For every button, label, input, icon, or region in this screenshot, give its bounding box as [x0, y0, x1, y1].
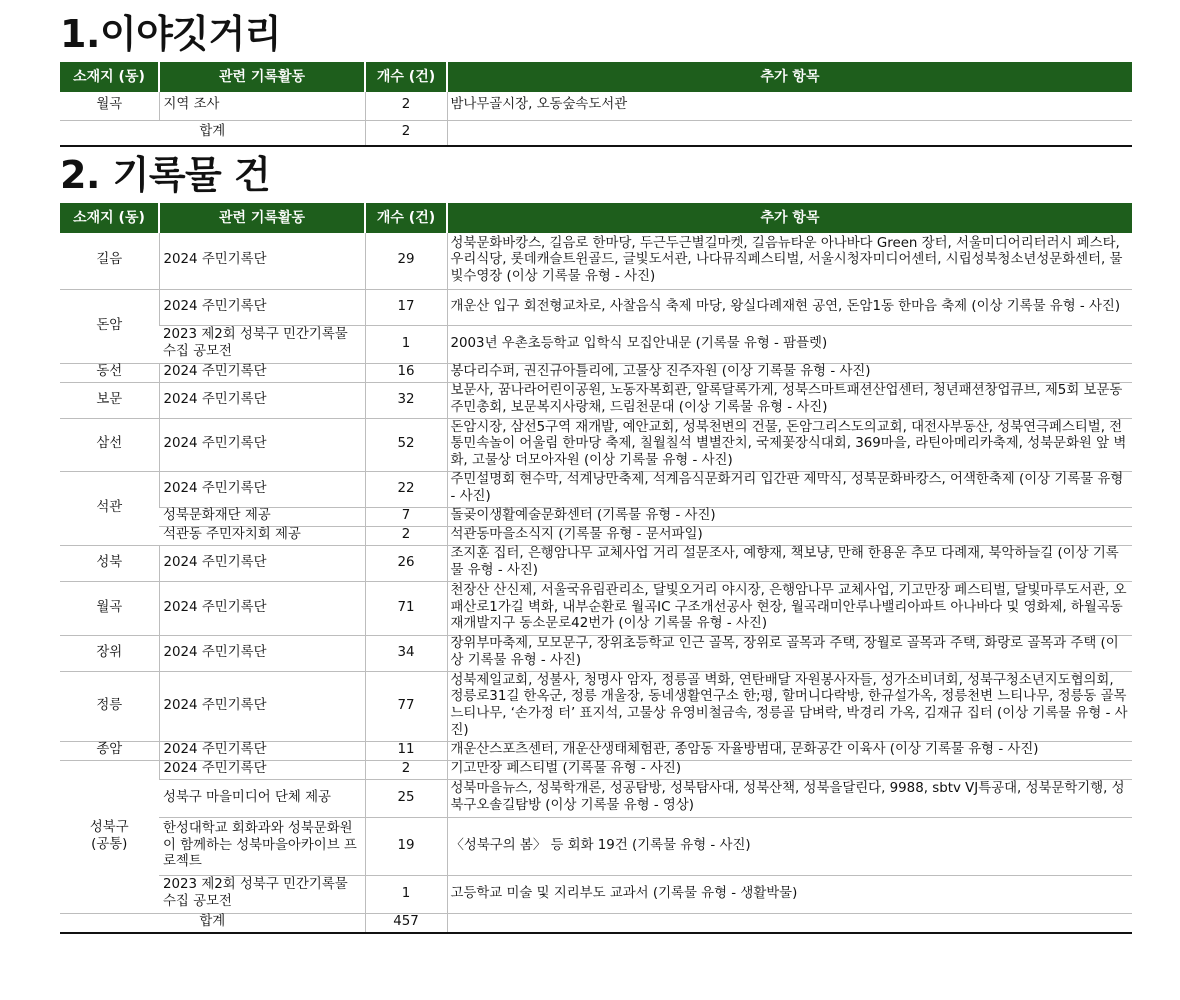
table-row — [60, 581, 1132, 635]
location-cell: 월곡 — [60, 92, 159, 120]
count-cell: 2 — [365, 92, 447, 120]
count-cell: 34 — [365, 635, 447, 671]
count-cell: 52 — [365, 418, 447, 471]
activity-cell: 2023 제2회 성북구 민간기록물 수집 공모전 — [159, 325, 365, 363]
items-cell: 개운산 입구 회전형교차로, 사찰음식 축제 마당, 왕실다례재현 공연, 돈암1동 한마음 축제 (이상 기록물 유형 - 사진) — [447, 289, 1132, 325]
total-label: 합계 — [60, 120, 365, 146]
table-row — [60, 760, 1132, 779]
activity-cell: 지역 조사 — [159, 92, 365, 120]
activity-cell: 2024 주민기록단 — [159, 418, 365, 471]
activity-cell: 2024 주민기록단 — [159, 581, 365, 635]
count-cell: 19 — [365, 817, 447, 875]
count-cell: 1 — [365, 875, 447, 913]
activity-cell: 석관동 주민자치회 제공 — [159, 526, 365, 545]
table-row — [60, 545, 1132, 581]
table-row — [60, 233, 1132, 289]
location-cell: 월곡 — [60, 581, 159, 635]
table-header-row — [60, 203, 1132, 233]
total-row — [60, 120, 1132, 146]
activity-cell: 2024 주민기록단 — [159, 741, 365, 760]
items-cell: 돈암시장, 삼선5구역 재개발, 예안교회, 성북천변의 건물, 돈암그리스도의교회, 대전사부동산, 성북연극페스티벌, 전통민속놀이 어울림 한마당 축제, 칠월칠석 별별잔치, 국제꽃장식대회, 369마을, 라틴아메리카축제, 성북문화원 앞 벽화, 고물상 더모아자원 (이상 기록물 유형 - 사진) — [447, 418, 1132, 471]
items-cell: 성북문화바캉스, 길음로 한마당, 두근두근별길마켓, 길음뉴타운 아나바다 Green 장터, 서울미디어리터러시 페스타, 우리식당, 롯데캐슬트윈골드, 글빛도서관, 나다뮤직페스티벌, 서울시청자미디어센터, 시립성북청소년성문화센터, 물빛수영장 (이상 기록물 유형 - 사진) — [447, 233, 1132, 289]
location-cell: 석관 — [60, 471, 159, 545]
activity-cell: 2024 주민기록단 — [159, 471, 365, 507]
location-cell: 정릉 — [60, 671, 159, 741]
location-cell: 보문 — [60, 382, 159, 418]
items-cell: 돌곶이생활예술문화센터 (기록물 유형 - 사진) — [447, 507, 1132, 526]
count-cell: 32 — [365, 382, 447, 418]
location-cell: 장위 — [60, 635, 159, 671]
table-row — [60, 875, 1132, 913]
activity-cell: 2024 주민기록단 — [159, 363, 365, 382]
items-cell: 봉다리수퍼, 권진규아틀리에, 고물상 진주자원 (이상 기록물 유형 - 사진) — [447, 363, 1132, 382]
total-count: 2 — [365, 120, 447, 146]
section-1-title: 1.이야깃거리 — [60, 12, 281, 56]
count-cell: 16 — [365, 363, 447, 382]
count-cell: 22 — [365, 471, 447, 507]
items-cell: 보문사, 꿈나라어린이공원, 노동자복회관, 알록달록가게, 성북스마트패션산업센터, 청년패션창업큐브, 제5회 보문동 주민총회, 보문복지사랑채, 드림천문대 (이상 기록물 유형 - 사진) — [447, 382, 1132, 418]
activity-cell: 2024 주민기록단 — [159, 233, 365, 289]
document-page — [60, 10, 1132, 934]
total-row — [60, 913, 1132, 933]
table-row — [60, 92, 1132, 120]
table-row — [60, 526, 1132, 545]
count-cell: 11 — [365, 741, 447, 760]
table-row — [60, 779, 1132, 817]
count-cell: 1 — [365, 325, 447, 363]
count-cell: 77 — [365, 671, 447, 741]
items-cell: 장위부마축제, 모모문구, 장위초등학교 인근 골목, 장위로 골목과 주택, 장월로 골목과 주택, 화랑로 골목과 주택 (이상 기록물 유형 - 사진) — [447, 635, 1132, 671]
count-cell: 2 — [365, 526, 447, 545]
count-cell: 26 — [365, 545, 447, 581]
header-items: 추가 항목 — [447, 203, 1132, 233]
items-cell: 성북제일교회, 성불사, 청명사 암자, 정릉골 벽화, 연탄배달 자원봉사자들, 성가소비녀회, 성북구청소년지도협의회, 정릉로31길 한옥군, 정릉 개울장, 동네생활연구소 한;평, 할머니다락방, 한규설가옥, 정릉천변 느티나무, 정릉동 골목 느티나무, ‘손가정 터’ 표지석, 고물상 유영비철금속, 정릉골 담벼락, 박경리 가옥, 김재규 집터 (이상 기록물 유형 - 사진) — [447, 671, 1132, 741]
header-activity: 관련 기록활동 — [159, 62, 365, 92]
items-cell: 기고만장 페스티벌 (기록물 유형 - 사진) — [447, 760, 1132, 779]
table-row — [60, 363, 1132, 382]
items-cell: 개운산스포츠센터, 개운산생태체험관, 종암동 자율방범대, 문화공간 이육사 (이상 기록물 유형 - 사진) — [447, 741, 1132, 760]
location-cell: 동선 — [60, 363, 159, 382]
location-cell: 성북구 (공통) — [60, 760, 159, 913]
total-empty-cell — [447, 120, 1132, 146]
section-2-title: 2. 기록물 건 — [60, 153, 271, 197]
table-row — [60, 741, 1132, 760]
items-cell: 2003년 우촌초등학교 입학식 모집안내문 (기록물 유형 - 팜플렛) — [447, 325, 1132, 363]
header-count: 개수 (건) — [365, 62, 447, 92]
total-count: 457 — [365, 913, 447, 933]
location-cell: 삼선 — [60, 418, 159, 471]
location-cell: 성북 — [60, 545, 159, 581]
records-table — [60, 203, 1132, 934]
table-row — [60, 471, 1132, 507]
count-cell: 71 — [365, 581, 447, 635]
items-cell: 천장산 산신제, 서울국유림관리소, 달빛오거리 야시장, 은행암나무 교체사업, 기고만장 페스티벌, 달빛마루도서관, 오패산로1가길 벽화, 내부순환로 월곡IC 구조개선공사 현장, 월곡래미안루나밸리아파트 아나바다 및 영화제, 하월곡동 재개발지구 동소문로42번가 (이상 기록물 유형 - 사진) — [447, 581, 1132, 635]
table-row — [60, 671, 1132, 741]
table-row — [60, 817, 1132, 875]
storytelling-table — [60, 62, 1132, 147]
header-count: 개수 (건) — [365, 203, 447, 233]
items-cell: 조지훈 집터, 은행암나무 교체사업 거리 설문조사, 예향재, 책보냥, 만해 한용운 추모 다례재, 북악하늘길 (이상 기록물 유형 - 사진) — [447, 545, 1132, 581]
activity-cell: 2024 주민기록단 — [159, 545, 365, 581]
activity-cell: 2024 주민기록단 — [159, 635, 365, 671]
activity-cell: 2024 주민기록단 — [159, 382, 365, 418]
total-label: 합계 — [60, 913, 365, 933]
table-row — [60, 325, 1132, 363]
table-header-row — [60, 62, 1132, 92]
items-cell: 성북마을뉴스, 성북학개론, 성공탐방, 성북탐사대, 성북산책, 성북을달린다, 9988, sbtv VJ특공대, 성북문학기행, 성북구오솔길탐방 (이상 기록물 유형 - 영상) — [447, 779, 1132, 817]
count-cell: 29 — [365, 233, 447, 289]
total-empty-cell — [447, 913, 1132, 933]
count-cell: 7 — [365, 507, 447, 526]
items-cell: 석관동마을소식지 (기록물 유형 - 문서파일) — [447, 526, 1132, 545]
count-cell: 25 — [365, 779, 447, 817]
count-cell: 17 — [365, 289, 447, 325]
activity-cell: 2024 주민기록단 — [159, 760, 365, 779]
header-location: 소재지 (동) — [60, 203, 159, 233]
items-cell: 주민설명회 현수막, 석계낭만축제, 석계음식문화거리 입간판 제막식, 성북문화바캉스, 어색한축제 (이상 기록물 유형 - 사진) — [447, 471, 1132, 507]
header-items: 추가 항목 — [447, 62, 1132, 92]
location-cell: 종암 — [60, 741, 159, 760]
activity-cell: 한성대학교 회화과와 성북문화원이 함께하는 성북마을아카이브 프로젝트 — [159, 817, 365, 875]
header-location: 소재지 (동) — [60, 62, 159, 92]
items-cell: 밤나무골시장, 오동숲속도서관 — [447, 92, 1132, 120]
activity-cell: 2023 제2회 성북구 민간기록물 수집 공모전 — [159, 875, 365, 913]
activity-cell: 2024 주민기록단 — [159, 671, 365, 741]
table-row — [60, 289, 1132, 325]
table-row — [60, 418, 1132, 471]
count-cell: 2 — [365, 760, 447, 779]
header-activity: 관련 기록활동 — [159, 203, 365, 233]
activity-cell: 성북구 마을미디어 단체 제공 — [159, 779, 365, 817]
table-row — [60, 382, 1132, 418]
activity-cell: 2024 주민기록단 — [159, 289, 365, 325]
items-cell: 고등학교 미술 및 지리부도 교과서 (기록물 유형 - 생활박물) — [447, 875, 1132, 913]
location-cell: 돈암 — [60, 289, 159, 363]
location-cell: 길음 — [60, 233, 159, 289]
items-cell: 〈성북구의 봄〉 등 회화 19건 (기록물 유형 - 사진) — [447, 817, 1132, 875]
table-row — [60, 507, 1132, 526]
table-row — [60, 635, 1132, 671]
activity-cell: 성북문화재단 제공 — [159, 507, 365, 526]
